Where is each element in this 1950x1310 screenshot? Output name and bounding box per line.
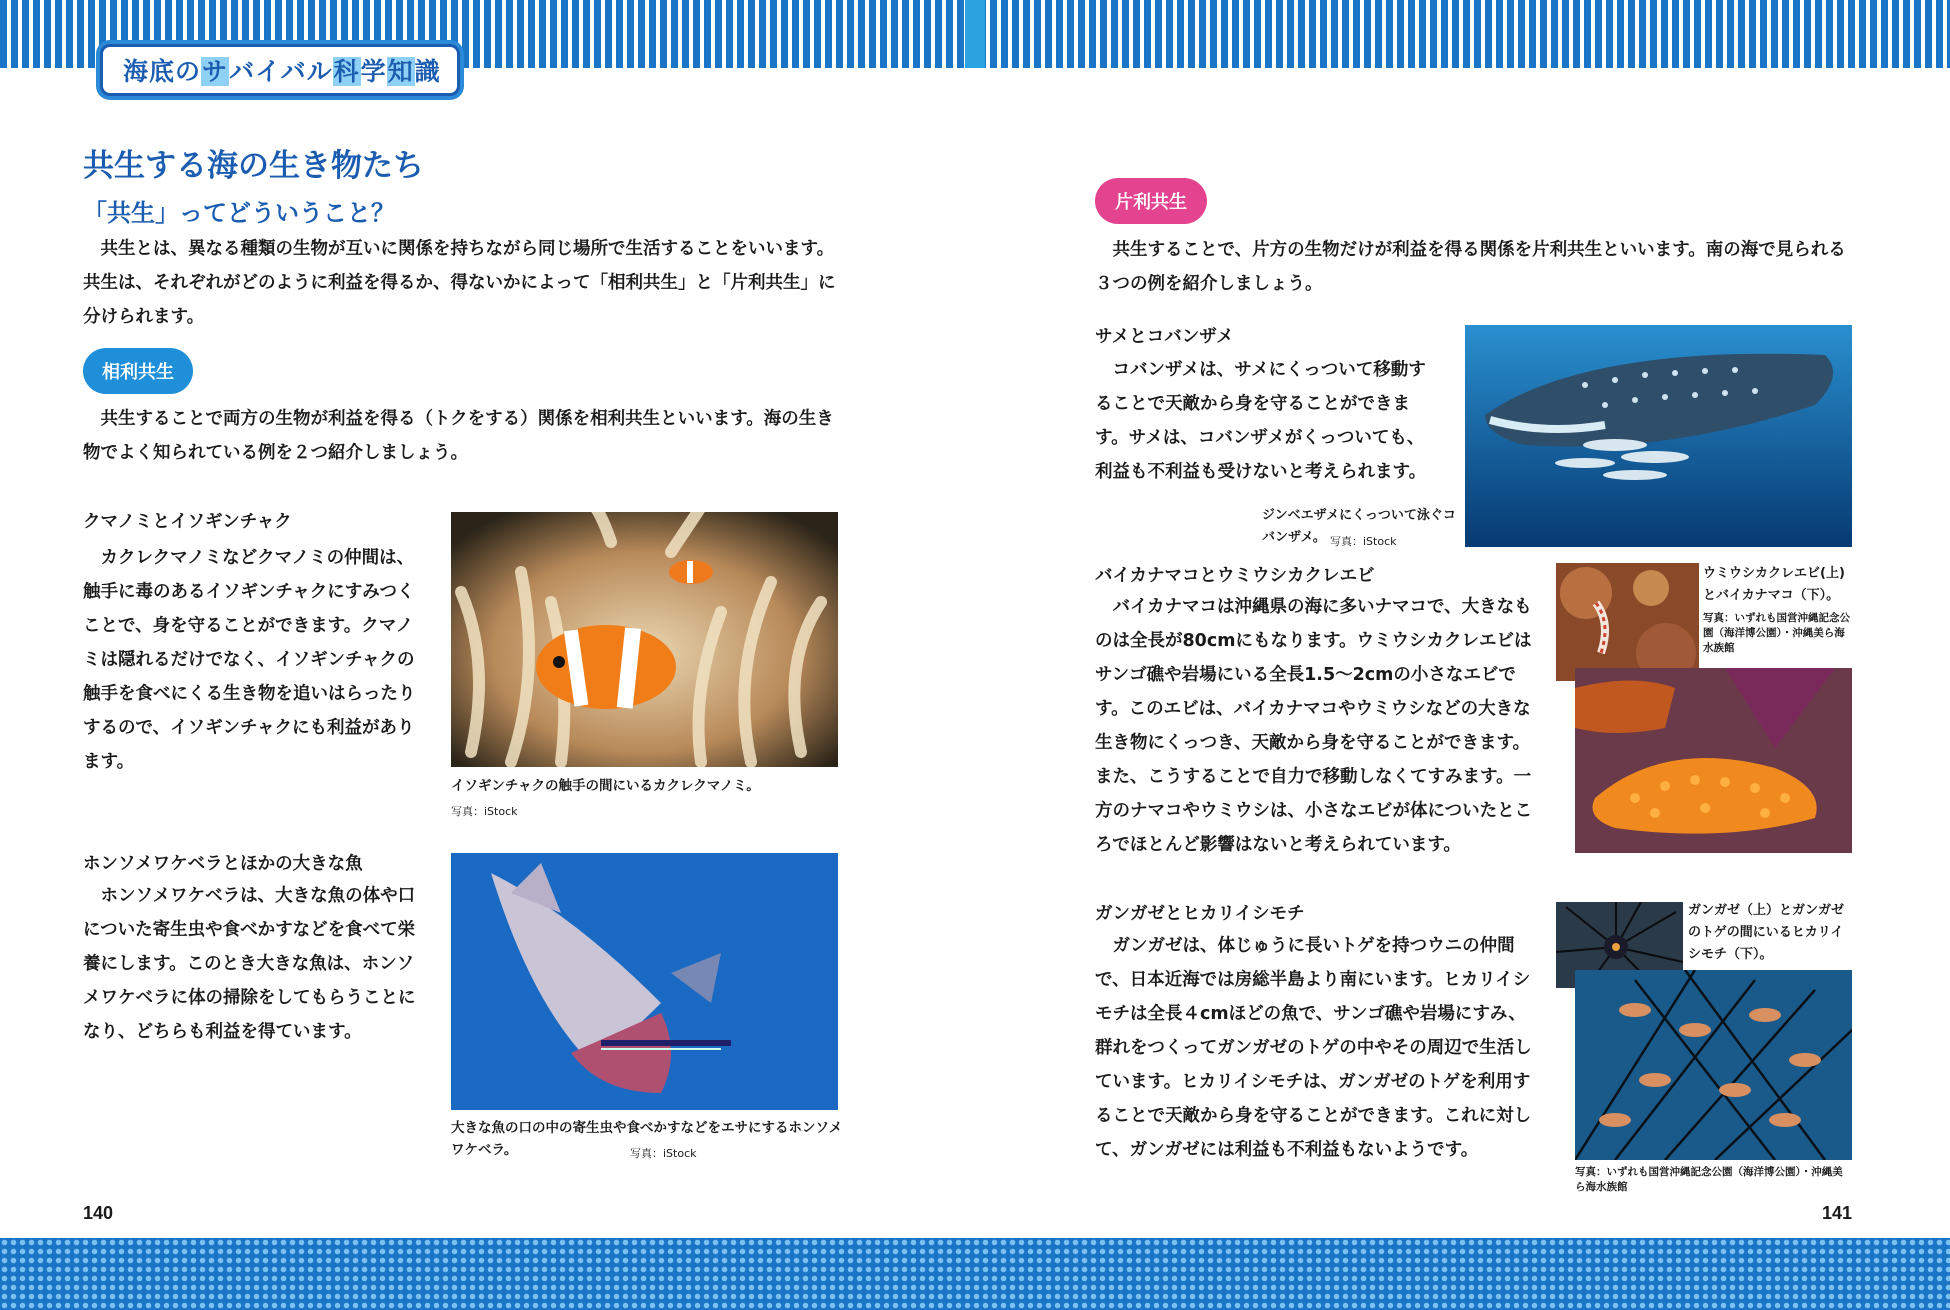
series-title: 海底のサバイバル科学知識 — [123, 57, 441, 86]
commensalism-pill: 片利共生 — [1095, 178, 1207, 224]
cardinalfish-urchin-photo — [1575, 970, 1852, 1160]
sea-cucumber-heading: バイカナマコとウミウシカクレエビ — [1095, 566, 1375, 586]
page-title: 共生する海の生き物たち — [83, 148, 424, 184]
series-title-tab — [100, 44, 460, 96]
urchin-caption: ガンガゼ（上）とガンガゼのトゲの間にいるヒカリイシモチ（下）。 — [1688, 903, 1845, 962]
shark-caption: ジンベエザメにくっついて泳ぐコバンザメ。 — [1262, 508, 1456, 545]
shark-heading: サメとコバンザメ — [1095, 327, 1234, 347]
page-number-left: 140 — [83, 1203, 114, 1223]
whale-shark-remora-photo — [1465, 325, 1852, 547]
clownfish-caption: イソギンチャクの触手の間にいるカクレクマノミ。 — [451, 778, 760, 794]
mutualism-pill: 相利共生 — [83, 348, 193, 394]
clownfish-credit: 写真：iStock — [451, 805, 518, 818]
sea-cucumber-photo — [1575, 668, 1852, 853]
shark-paragraph: コバンザメは、サメにくっついて移動することで天敵から身を守ることができます。サメは、コバンザメがくっついても、利益も不利益も受けないと考えられます。 — [1095, 360, 1427, 482]
urchin-heading: ガンガゼとヒカリイシモチ — [1095, 904, 1305, 924]
clownfish-heading: クマノミとイソギンチャク — [83, 512, 292, 532]
shark-credit: 写真：iStock — [1330, 535, 1397, 548]
wrasse-heading: ホンソメワケベラとほかの大きな魚 — [83, 854, 363, 874]
intro-paragraph: 共生とは、異なる種類の生物が互いに関係を持ちながら同じ場所で生活することをいいます。共生は、それぞれがどのように利益を得るか、得ないかによって「相利共生」と「片利共生」に分けられます。 — [83, 239, 836, 327]
bottom-dot-band — [0, 1238, 1950, 1310]
cleaner-wrasse-photo — [451, 853, 838, 1110]
sea-cucumber-paragraph: バイカナマコは沖縄県の海に多いナマコで、大きなものは全長が80cmにもなります。ウミウシカクレエビはサンゴ礁や岩場にいる全長1.5～2cmの小さなエビです。このエビは、バイカナマコやウミウシなどの大きな生き物にくっつき、天敵から身を守ることができます。また、こうすることで自力で移動しなくてすみます。一方のナマコやウミウシは、小さなエビが体についたところでほとんど影響はないと考えられています。 — [1095, 597, 1533, 855]
clownfish-paragraph: カクレクマノミなどクマノミの仲間は、触手に毒のあるイソギンチャクにすみつくことで、身を守ることができます。クマノミは隠れるだけでなく、イソギンチャクの触手を食べにくる生き物を追いはらったりするので、イソギンチャクにも利益があります。 — [83, 548, 416, 772]
wrasse-paragraph: ホンソメワケベラは、大きな魚の体や口についた寄生虫や食べかすなどを食べて栄養にします。このとき大きな魚は、ホンソメワケベラに体の掃除をしてもらうことになり、どちらも利益を得ています。 — [83, 886, 416, 1042]
book-spine — [965, 0, 985, 68]
wrasse-credit: 写真：iStock — [630, 1147, 697, 1160]
emperor-shrimp-photo — [1556, 563, 1699, 681]
clownfish-in-anemone-photo — [451, 512, 838, 767]
shrimp-credit: 写真：いずれも国営沖縄記念公園（海洋博公園）・沖縄美ら海水族館 — [1703, 612, 1850, 654]
page-number-right: 141 — [1822, 1203, 1853, 1223]
urchin-paragraph: ガンガゼは、体じゅうに長いトゲを持つウニの仲間で、日本近海では房総半島より南にいます。ヒカリイシモチは全長４cmほどの魚で、サンゴ礁や岩場にすみ、群れをつくってガンガゼのトゲの中やその周辺で生活しています。ヒカリイシモチは、ガンガゼのトゲを利用することで天敵から身を守ることができます。これに対して、ガンガゼには利益も不利益もないようです。 — [1095, 936, 1532, 1160]
mutualism-paragraph: 共生することで両方の生物が利益を得る（トクをする）関係を相利共生といいます。海の生き物でよく知られている例を２つ紹介しましょう。 — [83, 409, 834, 463]
shrimp-caption: ウミウシカクレエビ(上)とバイカナマコ（下）。 — [1703, 566, 1845, 603]
urchin-credit: 写真：いずれも国営沖縄記念公園（海洋博公園）・沖縄美ら海水族館 — [1575, 1166, 1843, 1193]
commensalism-paragraph: 共生することで、片方の生物だけが利益を得る関係を片利共生といいます。南の海で見られる３つの例を紹介しましょう。 — [1095, 240, 1846, 294]
section-subtitle: 「共生」ってどういうこと？ — [83, 199, 395, 227]
wrasse-caption: 大きな魚の口の中の寄生虫や食べかすなどをエサにするホンソメワケベラ。 — [451, 1120, 843, 1158]
